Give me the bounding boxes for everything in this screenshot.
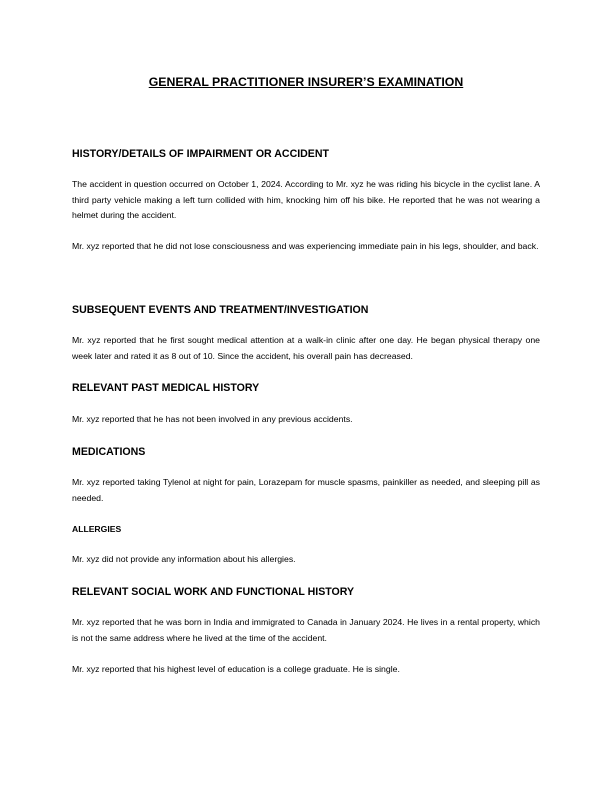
heading-subsequent-events: SUBSEQUENT EVENTS AND TREATMENT/INVESTIGATION <box>72 304 369 316</box>
social-paragraph-2: Mr. xyz reported that his highest level of education is a college graduate. He is single. <box>72 664 400 674</box>
heading-medications: MEDICATIONS <box>72 446 146 458</box>
subsequent-paragraph-1: Mr. xyz reported that he first sought medical attention at a walk-in clinic after one day. He began physical therapy one week later and rated it as 8 out of 10. Since the accident, his overall pain has decreased. <box>72 335 540 361</box>
heading-history: HISTORY/DETAILS OF IMPAIRMENT OR ACCIDENT <box>72 148 329 160</box>
heading-past-medical-history: RELEVANT PAST MEDICAL HISTORY <box>72 382 260 394</box>
heading-allergies: ALLERGIES <box>72 524 122 534</box>
history-paragraph-1: The accident in question occurred on October 1, 2024. According to Mr. xyz he was riding his bicycle in the cyclist lane. A third party vehicle making a left turn collided with him, knocking him off his bike. He reported that he was not wearing a helmet during the accident. <box>72 179 540 221</box>
social-paragraph-1: Mr. xyz reported that he was born in India and immigrated to Canada in January 2024. He lives in a rental property, which is not the same address where he lived at the time of the accident. <box>72 617 540 643</box>
allergies-paragraph-1: Mr. xyz did not provide any information about his allergies. <box>72 554 296 564</box>
history-paragraph-2: Mr. xyz reported that he did not lose consciousness and was experiencing immediate pain in his legs, shoulder, and back. <box>72 241 539 251</box>
document-title: GENERAL PRACTITIONER INSURER’S EXAMINATION <box>148 75 464 89</box>
past-medical-paragraph-1: Mr. xyz reported that he has not been involved in any previous accidents. <box>72 414 353 424</box>
medications-paragraph-1: Mr. xyz reported taking Tylenol at night for pain, Lorazepam for muscle spasms, painkiller as needed, and sleeping pill as needed. <box>72 477 540 503</box>
heading-social-history: RELEVANT SOCIAL WORK AND FUNCTIONAL HISTORY <box>72 586 355 598</box>
